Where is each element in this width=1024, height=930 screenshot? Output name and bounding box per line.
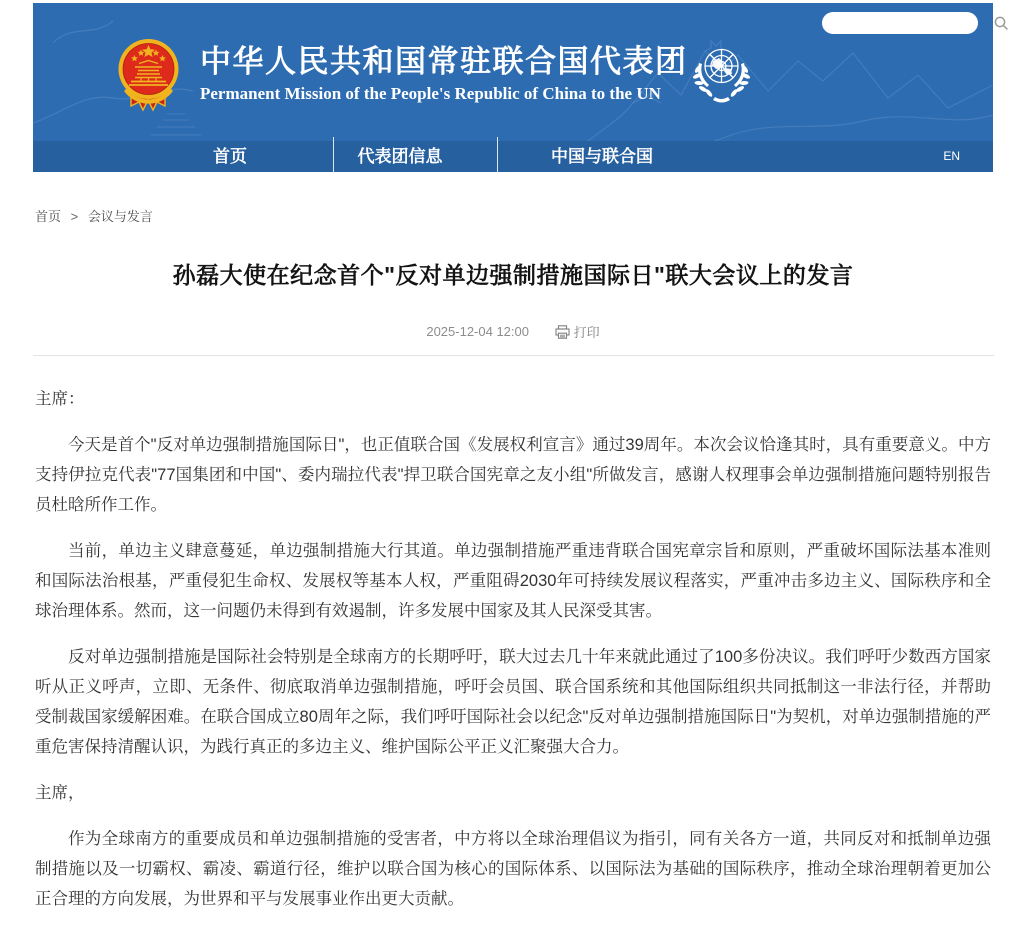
language-toggle-en[interactable]: EN bbox=[943, 149, 960, 163]
brand-text bbox=[200, 36, 688, 104]
site-header bbox=[33, 3, 993, 172]
breadcrumb-separator: > bbox=[70, 209, 79, 224]
china-national-emblem-icon bbox=[117, 36, 180, 115]
print-button[interactable] bbox=[555, 322, 600, 341]
nav-divider bbox=[333, 137, 334, 172]
breadcrumb-home[interactable]: 首页 bbox=[35, 209, 62, 224]
article-meta bbox=[33, 322, 993, 341]
site-title: 中华人民共和国常驻联合国代表团 bbox=[200, 44, 688, 79]
nav-divider bbox=[497, 137, 498, 172]
nav-item-china-and-un[interactable]: 中国与联合国 bbox=[551, 147, 653, 166]
nav-item-mission-info[interactable]: 代表团信息 bbox=[357, 147, 443, 166]
main-nav bbox=[33, 141, 993, 172]
article-title: 孙磊大使在纪念首个"反对单边强制措施国际日"联大会议上的发言 bbox=[172, 262, 854, 288]
print-label: 打印 bbox=[573, 325, 600, 340]
nav-item-home[interactable]: 首页 bbox=[213, 147, 247, 166]
breadcrumb bbox=[35, 206, 153, 225]
search-input[interactable] bbox=[822, 16, 993, 30]
printer-icon bbox=[555, 325, 570, 339]
brand-home-link[interactable] bbox=[117, 36, 688, 115]
breadcrumb-current[interactable]: 会议与发言 bbox=[87, 209, 153, 224]
paragraph: 主席： bbox=[35, 390, 85, 408]
paragraph: 今天是首个"反对单边强制措施国际日"，也正值联合国《发展权利宣言》通过39周年。本次会议恰逢其时，具有重要意义。中方支持伊拉克代表"77国集团和中国"、委内瑞拉代表"捍卫联合国宪章之友小组"所做发言，感谢人权理事会单边强制措施问题特别报告员杜晗所作工作。 bbox=[35, 436, 991, 514]
site-subtitle: Permanent Mission of the People's Republic of China to the UN bbox=[200, 84, 661, 103]
title-divider bbox=[33, 355, 994, 356]
search-box bbox=[822, 12, 978, 34]
un-emblem-icon bbox=[685, 41, 758, 109]
article-date: 2025-12-04 12:00 bbox=[426, 324, 529, 339]
search-icon[interactable] bbox=[993, 15, 1009, 31]
article-body bbox=[35, 384, 991, 930]
paragraph: 反对单边强制措施是国际社会特别是全球南方的长期呼吁，联大过去几十年来就此通过了100多份决议。我们呼吁少数西方国家听从正义呼声，立即、无条件、彻底取消单边强制措施，呼吁会员国、联合国系统和其他国际组织共同抵制这一非法行径，并帮助受制裁国家缓解困难。在联合国成立80周年之际，我们呼吁国际社会以纪念"反对单边强制措施国际日"为契机，对单边强制措施的严重危害保持清醒认识，为践行真正的多边主义、维护国际公平正义汇聚强大合力。 bbox=[35, 648, 991, 756]
paragraph: 主席， bbox=[35, 784, 85, 802]
paragraph: 作为全球南方的重要成员和单边强制措施的受害者，中方将以全球治理倡议为指引，同有关各方一道，共同反对和抵制单边强制措施以及一切霸权、霸凌、霸道行径，维护以联合国为核心的国际体系、以国际法为基础的国际秩序，推动全球治理朝着更加公正合理的方向发展，为世界和平与发展事业作出更大贡献。 bbox=[35, 830, 991, 908]
paragraph: 当前，单边主义肆意蔓延，单边强制措施大行其道。单边强制措施严重违背联合国宪章宗旨和原则，严重破坏国际法基本准则和国际法治根基，严重侵犯生命权、发展权等基本人权，严重阻碍2030年可持续发展议程落实，严重冲击多边主义、国际秩序和全球治理体系。然而，这一问题仍未得到有效遏制，许多发展中国家及其人民深受其害。 bbox=[35, 542, 991, 620]
